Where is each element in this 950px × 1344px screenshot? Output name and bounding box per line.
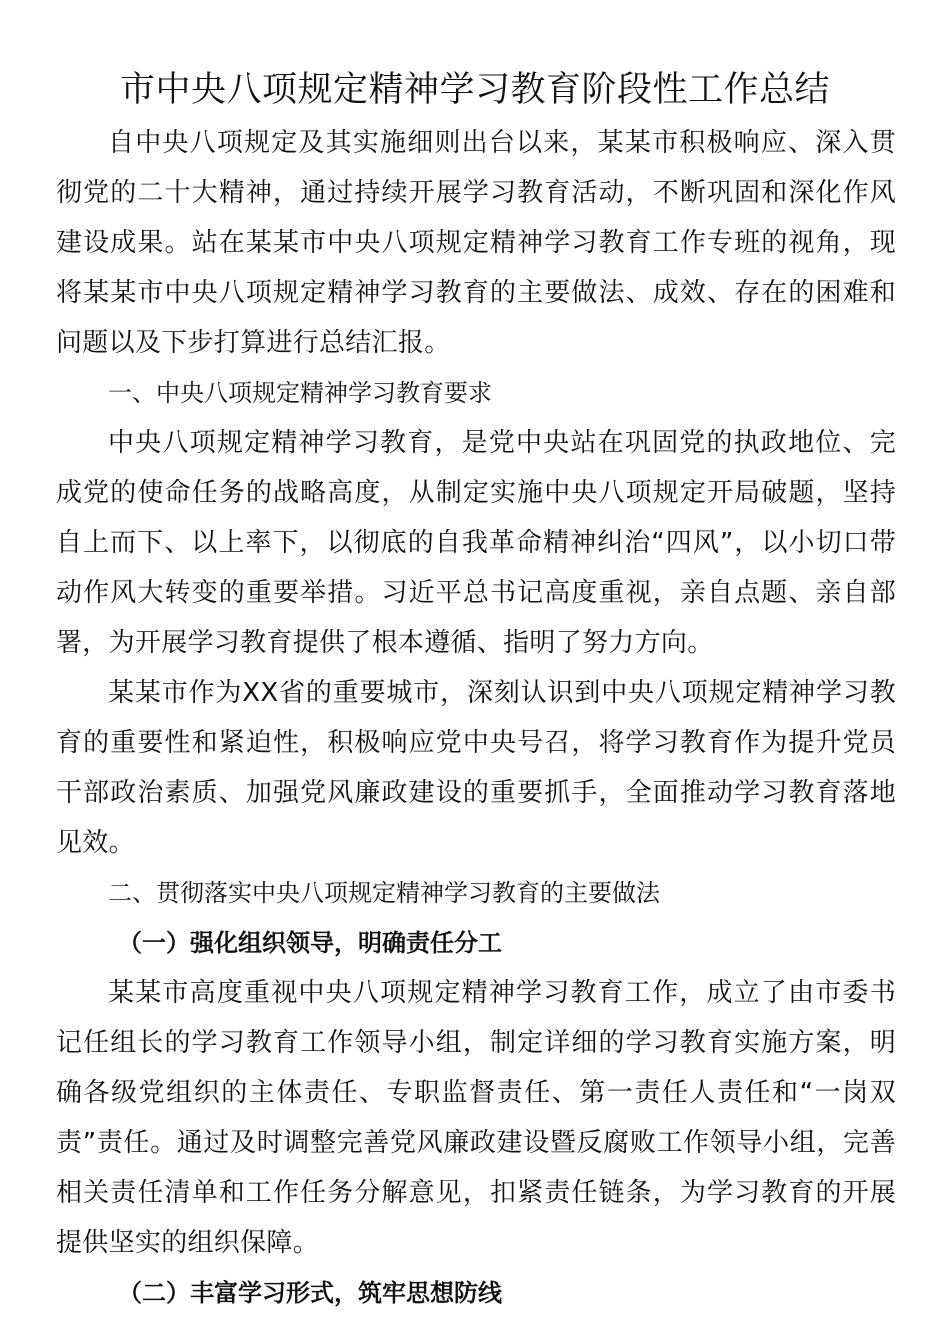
section1-paragraph-2: 某某市作为XX省的重要城市，深刻认识到中央八项规定精神学习教育的重要性和紧迫性，积极响应党中央号召，将学习教育作为提升党员干部政治素质、加强党风廉政建设的重要抓手，全面推动学习教育落地见效。 xyxy=(56,678,896,858)
section-heading-1: 一、中央八项规定精神学习教育要求 xyxy=(108,379,492,407)
document-body xyxy=(56,118,896,1318)
section-heading-2: 二、贯彻落实中央八项规定精神学习教育的主要做法 xyxy=(108,879,660,907)
document-title: 市中央八项规定精神学习教育阶段性工作总结 xyxy=(119,70,830,110)
intro-paragraph: 自中央八项规定及其实施细则出台以来，某某市积极响应、深入贯彻党的二十大精神，通过持续开展学习教育活动，不断巩固和深化作风建设成果。站在某某市中央八项规定精神学习教育工作专班的视角，现将某某市中央八项规定精神学习教育的主要做法、成效、存在的困难和问题以及下步打算进行总结汇报。 xyxy=(56,128,896,358)
subsection-heading-2: （二）丰富学习形式，筑牢思想防线 xyxy=(118,1279,502,1307)
section1-paragraph-1: 中央八项规定精神学习教育，是党中央站在巩固党的执政地位、完成党的使命任务的战略高度，从制定实施中央八项规定开局破题，坚持自上而下、以上率下，以彻底的自我革命精神纠治“四风”，以小切口带动作风大转变的重要举措。习近平总书记高度重视，亲自点题、亲自部署，为开展学习教育提供了根本遵循、指明了努力方向。 xyxy=(56,428,896,658)
subsection1-paragraph: 某某市高度重视中央八项规定精神学习教育工作，成立了由市委书记任组长的学习教育工作领导小组，制定详细的学习教育实施方案，明确各级党组织的主体责任、专职监督责任、第一责任人责任和“一岗双责”责任。通过及时调整完善党风廉政建设暨反腐败工作领导小组，完善相关责任清单和工作任务分解意见，扣紧责任链条，为学习教育的开展提供坚实的组织保障。 xyxy=(56,978,896,1258)
subsection-heading-1: （一）强化组织领导，明确责任分工 xyxy=(118,929,502,957)
